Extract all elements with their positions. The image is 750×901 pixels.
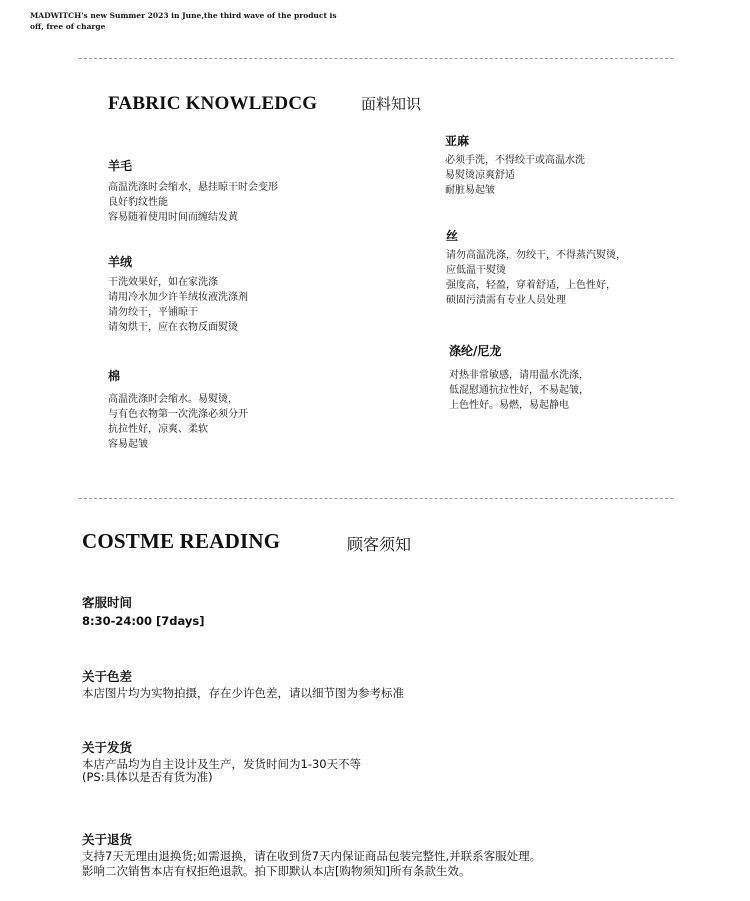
- fabric-cashmere-title: 羊绒: [108, 255, 133, 269]
- fabric-wool-title: 羊毛: [108, 159, 133, 173]
- fabric-linen-line: 必须手洗，不得绞干或高温水洗: [445, 155, 585, 166]
- shipping-line: (PS:具体以是否有货为准): [82, 770, 213, 784]
- shipping-text: [82, 758, 361, 784]
- service-hours-title: 客服时间: [82, 595, 133, 610]
- fabric-linen-title: 亚麻: [445, 134, 470, 148]
- color-difference-text: [82, 687, 404, 700]
- service-hours-text: [82, 615, 204, 628]
- fabric-cotton-line: 抗拉性好，凉爽、柔软: [108, 424, 208, 435]
- fabric-silk-line: 请勿高温洗涤，勿绞干，不得蒸汽熨烫，: [446, 250, 626, 261]
- fabric-cashmere-line: 请匆烘干，应在衣物反面熨烫: [108, 322, 238, 333]
- fabric-cotton-line: 与有色衣物第一次洗涤必须分开: [108, 409, 248, 420]
- fabric-linen-line: 易熨烫凉爽舒适: [445, 170, 515, 181]
- fabric-cashmere-line: 干洗效果好，如在家洗涤: [108, 277, 218, 288]
- customer-title-en: COSTME READING: [82, 529, 281, 553]
- fabric-wool-line: 高温洗涤时会缩水，悬挂晾干时会变形: [108, 182, 278, 193]
- fabric-wool-text: [108, 180, 278, 225]
- fabric-polyester-line: 低混慰通抗拉性好，不易起皱，: [449, 385, 589, 396]
- fabric-cotton-line: 容易起皱: [108, 439, 148, 450]
- fabric-title-en: FABRIC KNOWLEDCG: [108, 93, 318, 114]
- promo-note: MADWITCH's new Summer 2023 in June,the third wave of the product is off, free of charge: [30, 11, 337, 31]
- fabric-silk-line: 强度高，轻盈，穿着舒适，上色性好，: [446, 280, 616, 291]
- fabric-silk-text: [446, 248, 626, 308]
- customer-title-cn: 顾客须知: [347, 535, 412, 554]
- fabric-polyester-line: 上色性好。易燃，易起静电: [449, 400, 569, 411]
- fabric-cotton-title: 棉: [108, 369, 121, 383]
- top-divider: [79, 58, 673, 59]
- fabric-polyester-text: [449, 368, 589, 413]
- fabric-cashmere-line: 请用冷水加少许羊绒妆液洗涤剂: [108, 292, 248, 303]
- shipping-title: 关于发货: [82, 740, 133, 755]
- fabric-silk-line: 应低温干熨烫: [446, 265, 506, 276]
- fabric-cashmere-line: 请勿绞干，平铺晾干: [108, 307, 198, 318]
- color-difference-title: 关于色差: [82, 669, 133, 684]
- fabric-polyester-title: 涤纶/尼龙: [449, 344, 502, 358]
- middle-divider: [79, 498, 673, 499]
- returns-text: [82, 849, 541, 879]
- returns-title: 关于退货: [82, 832, 133, 847]
- returns-line: 支持7天无理由退换货;如需退换，请在收到货7天内保证商品包装完整性,并联系客服处理。: [82, 849, 542, 863]
- fabric-cotton-text: [108, 392, 248, 452]
- fabric-silk-title: 丝: [446, 229, 459, 243]
- fabric-linen-text: [445, 153, 585, 198]
- returns-line: 影响二次销售本店有权拒绝退款。拍下即默认本店[购物须知]所有条款生效。: [82, 864, 471, 878]
- fabric-wool-line: 容易随着使用时间而缠结发黄: [108, 212, 238, 223]
- fabric-linen-line: 耐脏易起皱: [445, 185, 495, 196]
- fabric-polyester-line: 对热非常敏感，请用温水洗涤，: [449, 370, 589, 381]
- fabric-silk-line: 硕固污渍需有专业人员处理: [446, 295, 566, 306]
- fabric-title-cn: 面料知识: [361, 95, 422, 113]
- service-hours-line: 8:30-24:00 [7days]: [82, 614, 205, 628]
- color-difference-line: 本店图片均为实物拍摄，存在少许色差，请以细节图为参考标准: [82, 686, 404, 700]
- fabric-wool-line: 良好豹纹性能: [108, 197, 168, 208]
- fabric-cotton-line: 高温洗涤时会缩水。易熨烫，: [108, 394, 238, 405]
- fabric-cashmere-text: [108, 275, 248, 335]
- shipping-line: 本店产品均为自主设计及生产，发货时间为1-30天不等: [82, 757, 362, 771]
